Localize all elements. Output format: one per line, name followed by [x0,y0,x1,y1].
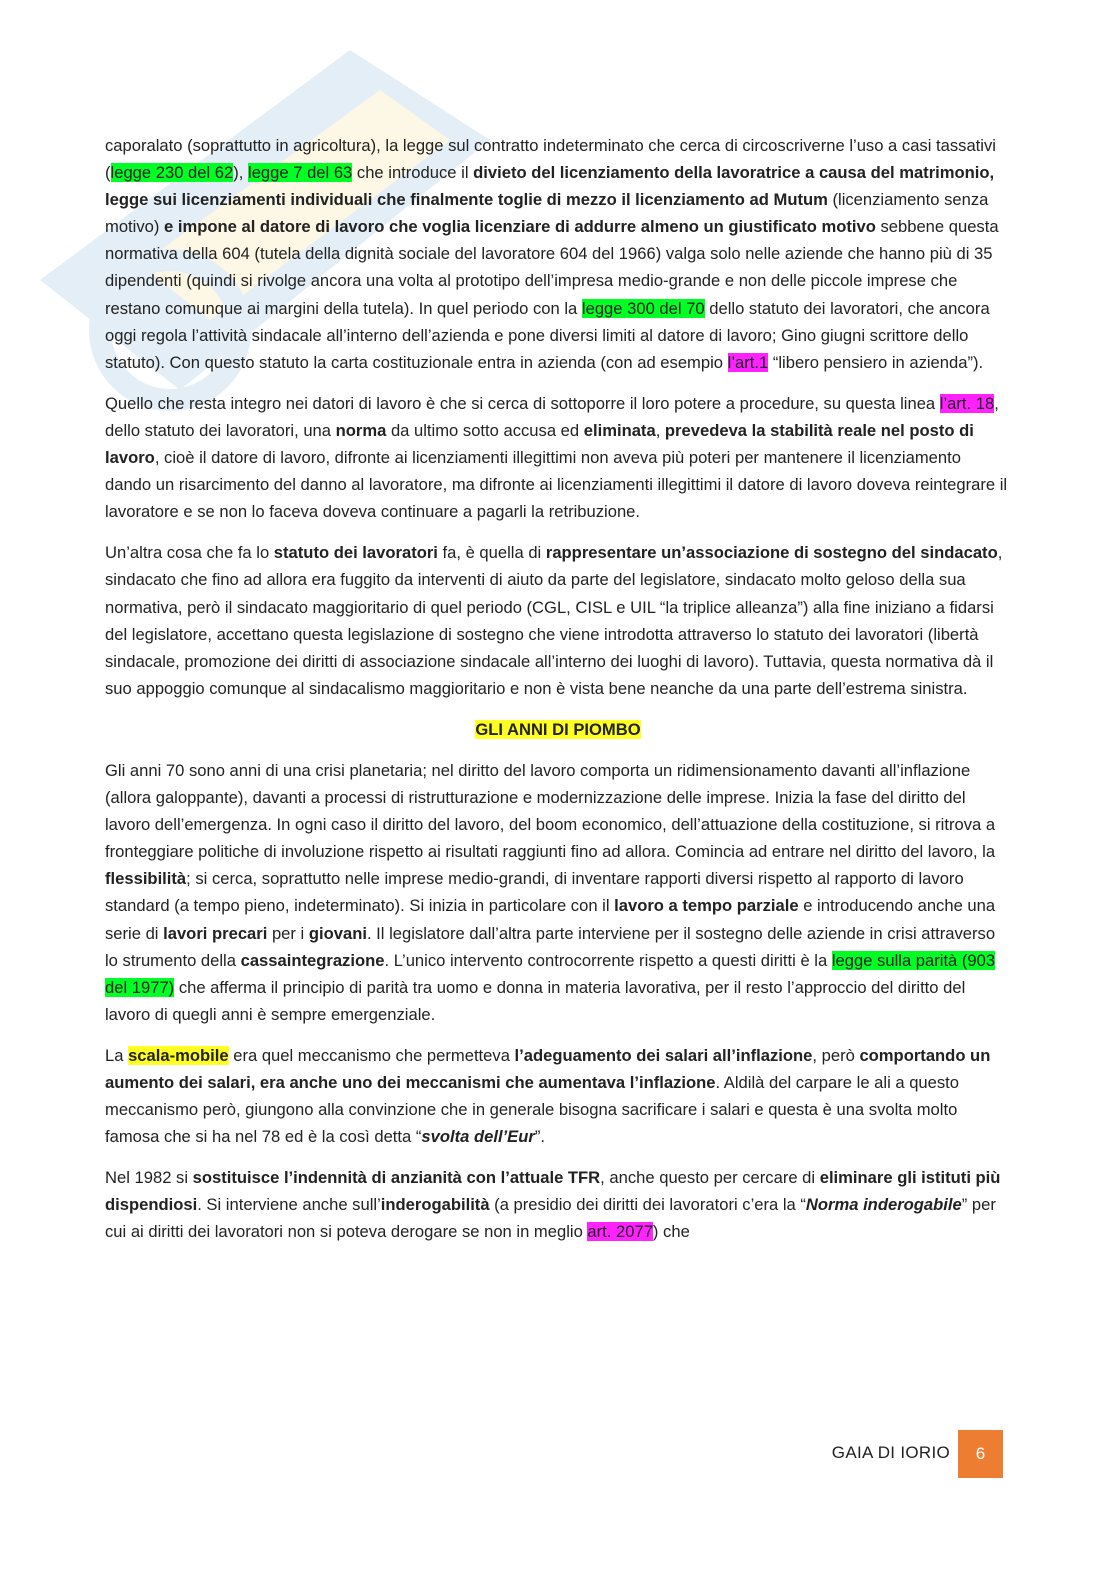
text: per i [267,923,309,943]
bold-italic-text: Norma inderogabile [805,1195,962,1215]
text: . Aldilà del carpare le ali a questo meccanismo però, giungono alla convinzione che in generale bisogna sacrificare i salari e questa è una svolta molto famosa che si ha nel 78 ed è la così detta “ [105,1073,960,1147]
bold-text: eliminata [583,420,656,440]
text: e introducendo anche una serie di [105,896,996,943]
text: La [105,1045,129,1065]
text: fa, è quella di [437,543,546,563]
text: Un’altra cosa che fa lo [105,543,274,563]
page-number-badge: 6 [958,1430,1003,1478]
text: che introduce il [352,163,474,183]
highlight-term: scala-mobile [128,1045,229,1065]
highlight-law: legge 300 del 70 [581,298,705,318]
bold-text: rappresentare un’associazione di sostegno del sindacato [545,543,998,563]
text: , però [812,1045,860,1065]
highlight-law: legge 230 del 62 [110,163,234,183]
text: Nel 1982 si [105,1168,193,1188]
bold-text: eliminare gli istituti più dispendiosi [105,1168,1001,1215]
highlight-article: art. 2077 [587,1222,653,1242]
paragraph-5 [105,1042,1011,1150]
text: , anche questo per cercare di [600,1168,820,1188]
text: sebbene questa normativa della 604 (tutela della dignità sociale del lavoratore 604 del 1966) valga solo nelle aziende che hanno più di 35 dipendenti (quindi si rivolge ancora una volta al prototipo dell’impresa medio-grande e non delle piccole imprese che restano comunque ai margini della tutela). In quel periodo con la [105,217,999,318]
text: dello statuto dei lavoratori, che ancora oggi regola l’attività sindacale all’interno dell’azienda e pone diversi limiti al datore di lavoro; Gino giugni scrittore dello statuto). Con questo statuto la carta costituzionale entra in azienda (con ad esempio [105,298,990,372]
text: , dello statuto dei lavoratori, una [105,393,999,440]
bold-text: inderogabilità [380,1195,490,1215]
bold-text: cassaintegrazione [240,950,385,970]
text: “libero pensiero in azienda”). [768,352,984,372]
bold-text: l’adeguamento dei salari all’inflazione [514,1045,813,1065]
section-heading-text: GLI ANNI DI PIOMBO [475,719,641,739]
paragraph-2 [105,390,1011,525]
text: ” per cui ai diritti dei lavoratori non si poteva derogare se non in meglio [105,1195,996,1242]
text: da ultimo sotto accusa ed [386,420,584,440]
section-heading [105,716,1011,743]
bold-text: flessibilità [105,869,187,889]
bold-text: giovani [308,923,367,943]
text: ) che [652,1222,690,1242]
text: . L’unico intervento controcorrente rispetto a questi diritti è la [384,950,832,970]
text: ”. [534,1127,545,1147]
text: (licenziamento senza motivo) [105,190,989,237]
text: (a presidio dei diritti dei lavoratori c’era la “ [489,1195,806,1215]
paragraph-1 [105,132,1011,376]
highlight-law: legge 7 del 63 [248,163,353,183]
text: Quello che resta integro nei datori di lavoro è che si cerca di sottoporre il loro potere a procedure, su questa linea [105,393,940,413]
bold-text: divieto del licenziamento della lavoratrice a causa del matrimonio, legge sui licenziamenti individuali che finalmente toglie di mezzo il licenziamento ad Mutum [105,163,995,210]
text: , sindacato che fino ad allora era fuggito da interventi di aiuto da parte del legislatore, sindacato molto geloso della sua normativa, però il sindacato maggioritario di quel periodo (CGL, CISL e UIL “la triplice alleanza”) alla fine iniziano a fidarsi del legislatore, accettano questa legislazione di sostegno che viene introdotta attraverso lo statuto dei lavoratori (libertà sindacale, promozione dei diritti di associazione sindacale all’interno dei luoghi di lavoro). Tuttavia, questa normativa dà il suo appoggio comunque al sindacalismo maggioritario e non è vista bene neanche da una parte dell’estrema sinistra. [105,543,1003,698]
text: ), [233,163,249,183]
bold-text: statuto dei lavoratori [273,543,438,563]
bold-italic-text: svolta dell’Eur [421,1127,535,1147]
bold-text: norma [335,420,387,440]
highlight-article: l’art. 18 [939,393,995,413]
text: . Si interviene anche sull’ [197,1195,381,1215]
text: Gli anni 70 sono anni di una crisi planetaria; nel diritto del lavoro comporta un ridimensionamento davanti all’inflazione (allora galoppante), davanti a processi di ristrutturazione e modernizzazione delle imprese. Inizia la fase del diritto del lavoro dell’emergenza. In ogni caso il diritto del lavoro, del boom economico, dell’attuazione della costituzione, si ritrova a fronteggiare politiche di involuzione rispetto ai risultati raggiunti fino ad allora. Comincia ad entrare nel diritto del lavoro, la [105,760,996,862]
highlight-law: legge sulla parità (903 del 1977) [105,950,996,997]
bold-text: prevedeva la stabilità reale nel posto di lavoro [105,420,974,468]
bold-text: lavori precari [163,923,268,943]
bold-text: e impone al datore di lavoro che voglia licenziare di addurre almeno un giustificato motivo [164,217,876,237]
text: era quel meccanismo che permetteva [228,1045,515,1065]
bold-text: sostituisce l’indennità di anzianità con l’attuale TFR [192,1168,601,1188]
text: che afferma il principio di parità tra uomo e donna in materia lavorativa, per il resto l’approccio del diritto del lavoro di quegli anni è sempre emergenziale. [105,977,966,1024]
text: . Il legislatore dall’altra parte interviene per il sostegno delle aziende in crisi attraverso lo strumento della [105,923,996,970]
text: , [655,420,665,440]
paragraph-6 [105,1164,1011,1245]
highlight-article: l’art.1 [727,352,769,372]
document-body [105,132,1011,1260]
paragraph-4 [105,757,1011,1028]
footer-author: GAIA DI IORIO [831,1443,950,1462]
bold-text: lavoro a tempo parziale [614,896,799,916]
text: caporalato (soprattutto in agricoltura), la legge sul contratto indeterminato che cerca di circoscriverne l’uso a casi tassativi ( [105,136,996,183]
paragraph-3 [105,539,1011,702]
text: , cioè il datore di lavoro, difronte ai licenziamenti illegittimi non aveva più poteri per mantenere il licenziamento dando un risarcimento del danno al lavoratore, ma difronte ai licenziamenti illegittimi il datore di lavoro doveva reintegrare il lavoratore e se non lo faceva doveva continuare a pagarli la retribuzione. [105,448,1008,522]
text: ; si cerca, soprattutto nelle imprese medio-grandi, di inventare rapporti diversi rispetto al rapporto di lavoro standard (a tempo pieno, indeterminato). Si inizia in particolare con il [105,869,964,916]
bold-text: comportando un aumento dei salari, era anche uno dei meccanismi che aumentava l’inflazione [105,1045,991,1092]
